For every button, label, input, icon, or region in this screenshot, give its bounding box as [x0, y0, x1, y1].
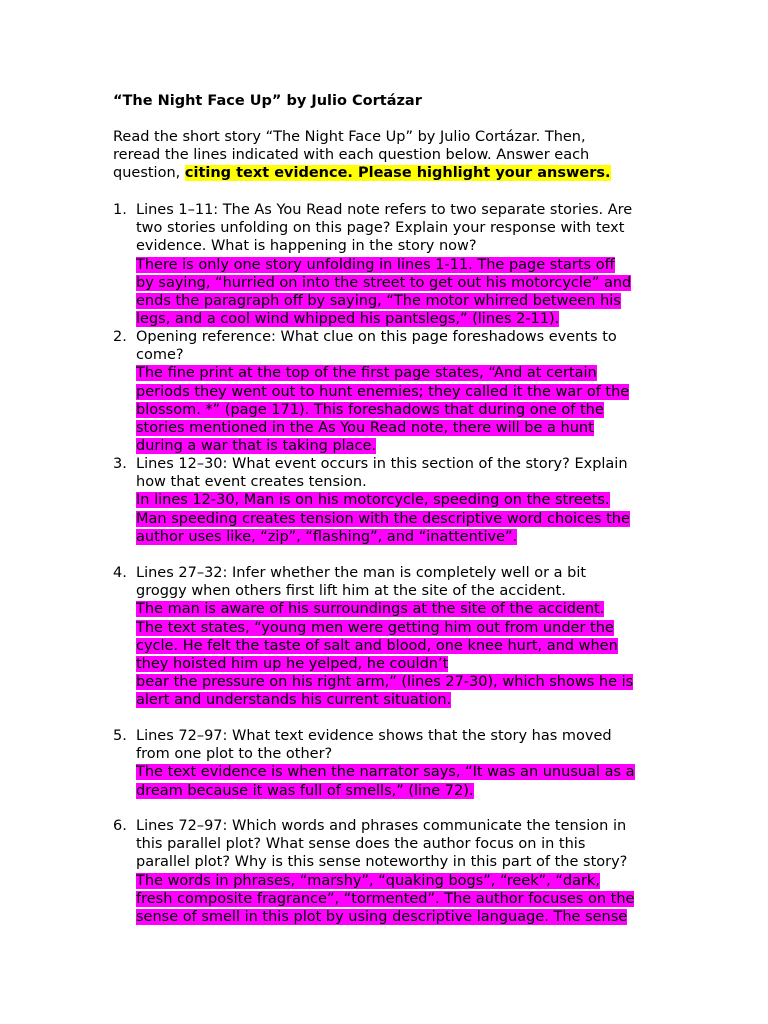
answer-line: The man is aware of his surroundings at the site of the accident.: [136, 601, 605, 618]
answer-line: legs, and a cool wind whipped his pantslegs,” (lines 2-11).: [136, 311, 560, 328]
question-number: 2.: [113, 329, 127, 345]
instructions-line: Read the short story “The Night Face Up” by Julio Cortázar. Then,: [113, 129, 586, 145]
instructions-line: reread the lines indicated with each question below. Answer each: [113, 147, 590, 164]
answer-line: dream because it was full of smells,” (line 72).: [136, 782, 474, 799]
document-title: “The Night Face Up” by Julio Cortázar: [113, 93, 422, 109]
question-text-line: come?: [136, 347, 184, 364]
question-number: 3.: [113, 456, 127, 472]
answer-line: sense of smell in this plot by using descriptive language. The sense: [136, 909, 628, 926]
question-text-line: Lines 27–32: Infer whether the man is completely well or a bit: [136, 565, 587, 581]
answer-line: In lines 12-30, Man is on his motorcycle, speeding on the streets.: [136, 492, 610, 509]
question-number: 5.: [113, 728, 127, 744]
answer-line: stories mentioned in the As You Read note, there will be a hunt: [136, 420, 594, 437]
question-text-line: Lines 12–30: What event occurs in this section of the story? Explain: [136, 456, 628, 472]
question-text-line: Lines 72–97: Which words and phrases communicate the tension in: [136, 818, 627, 834]
instructions-prefix: question,: [113, 165, 185, 182]
question-text-line: parallel plot? Why is this sense noteworthy in this part of the story?: [136, 854, 628, 871]
answer-line: fresh composite fragrance”, “tormented”. The author focuses on the: [136, 890, 635, 907]
question-number: 4.: [113, 565, 127, 581]
answer-line: blossom. *” (page 171). This foreshadows that during one of the: [136, 401, 604, 418]
question-text-line: evidence. What is happening in the story now?: [136, 238, 477, 255]
answer-line: The fine print at the top of the first page states, “And at certain: [136, 365, 597, 382]
question-text-line: Opening reference: What clue on this page foreshadows events to: [136, 329, 617, 345]
question-text-line: how that event creates tension.: [136, 474, 367, 491]
question-4: [113, 564, 693, 710]
answer-line: they hoisted him up he yelped, he couldn’t: [136, 656, 449, 673]
answer-line: during a war that is taking place.: [136, 438, 377, 455]
question-2: [113, 328, 693, 455]
answer-line: ends the paragraph off by saying, “The motor whirred between his: [136, 293, 621, 310]
answer-line: Man speeding creates tension with the descriptive word choices the: [136, 510, 630, 527]
answer-line: periods they went out to hunt enemies; they called it the war of the: [136, 383, 630, 400]
question-1: [113, 201, 693, 328]
question-number: 6.: [113, 818, 127, 834]
question-number: 1.: [113, 202, 127, 218]
question-text-line: this parallel plot? What sense does the author focus on in this: [136, 836, 586, 853]
answer-line: The text evidence is when the narrator says, “It was an unusual as a: [136, 764, 635, 781]
answer-line: by saying, “hurried on into the street to get out his motorcycle” and: [136, 274, 632, 291]
question-text-line: from one plot to the other?: [136, 746, 333, 763]
instructions: [113, 128, 673, 183]
answer-line: The words in phrases, “marshy”, “quaking bogs”, “reek”, “dark,: [136, 872, 600, 889]
answer-line: cycle. He felt the taste of salt and blood, one knee hurt, and when: [136, 637, 618, 654]
question-text-line: two stories unfolding on this page? Explain your response with text: [136, 220, 625, 237]
question-5: [113, 727, 693, 800]
answer-line: author uses like, “zip”, “flashing”, and “inattentive”.: [136, 528, 518, 545]
answer-line: alert and understands his current situation.: [136, 692, 452, 709]
question-text-line: Lines 1–11: The As You Read note refers to two separate stories. Are: [136, 202, 633, 218]
answer-line: There is only one story unfolding in lines 1-11. The page starts off: [136, 256, 615, 273]
question-6: [113, 817, 693, 926]
question-text-line: groggy when others first lift him at the site of the accident.: [136, 583, 566, 600]
question-text-line: Lines 72–97: What text evidence shows that the story has moved: [136, 728, 612, 744]
question-3: [113, 455, 693, 546]
answer-line: The text states, “young men were getting him out from under the: [136, 619, 614, 636]
instructions-highlight: citing text evidence. Please highlight your answers.: [184, 165, 611, 182]
answer-line: bear the pressure on his right arm,” (lines 27-30), which shows he is: [136, 674, 634, 691]
instructions-line: [113, 164, 673, 182]
